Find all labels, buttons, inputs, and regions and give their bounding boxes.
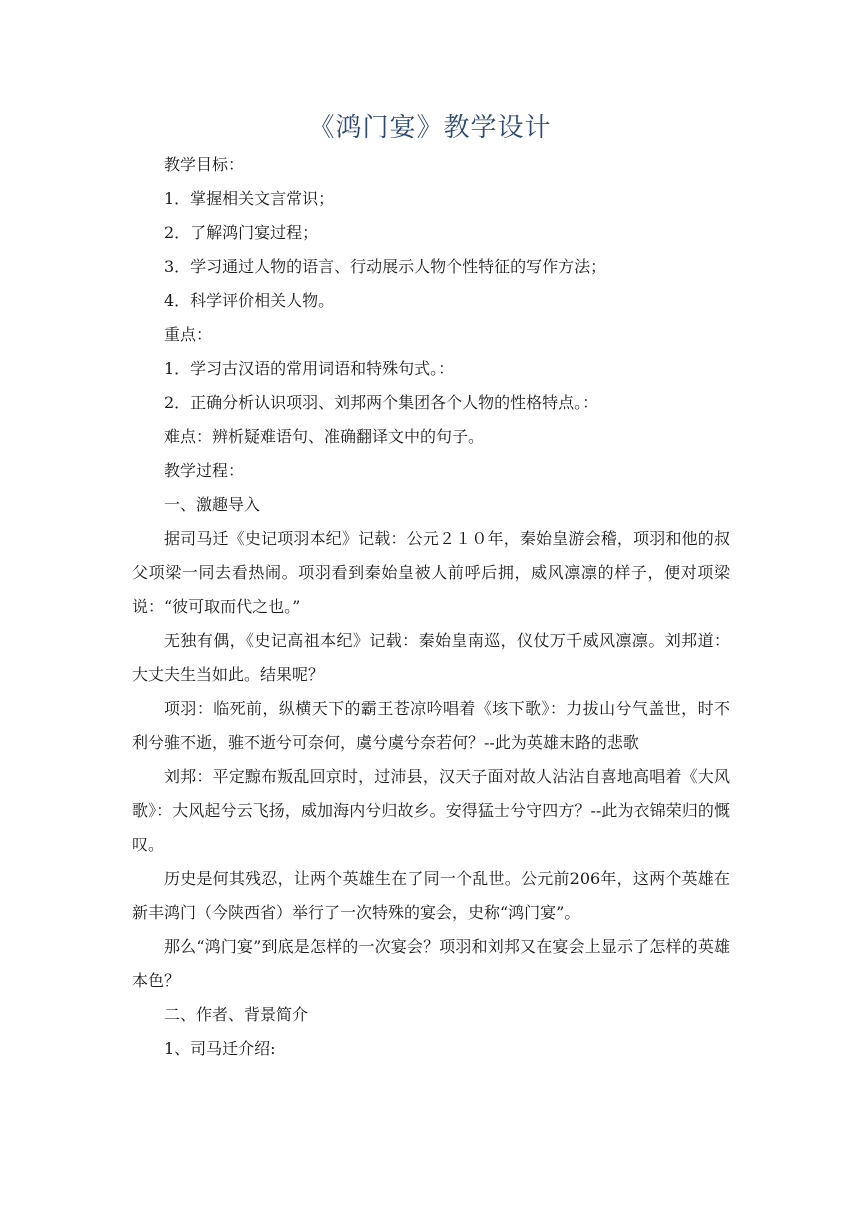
body-paragraph: 据司马迁《史记项羽本纪》记载：公元２１０年，秦始皇游会稽，项羽和他的叔父项梁一同去看热闹。项羽看到秦始皇被人前呼后拥，威风凛凛的样子，便对项梁说：“彼可取而代之也。”	[132, 529, 730, 616]
section1-heading: 一、激趣导入	[164, 495, 261, 514]
body-paragraph: 刘邦：平定黥布叛乱回京时，过沛县，汉天子面对故人沾沾自喜地高唱着《大风歌》：大风起兮云飞扬，威加海内兮归故乡。安得猛士兮守四方？--此为衣锦荣归的慨叹。	[132, 767, 730, 854]
document-body	[132, 148, 730, 1066]
difficulty-line: 难点：辨析疑难语句、准确翻译文中的句子。	[164, 427, 485, 446]
focus-item: 1．学习古汉语的常用词语和特殊句式。：	[164, 359, 455, 378]
goal-item: 4．科学评价相关人物。	[164, 291, 335, 310]
focus-item: 2．正确分析认识项羽、刘邦两个集团各个人物的性格特点。：	[164, 393, 599, 412]
document-title: 《鸿门宴》教学设计	[308, 113, 552, 143]
body-paragraph: 项羽：临死前，纵横天下的霸王苍凉吟唱着《垓下歌》：力拔山兮气盖世，时不利兮骓不逝，骓不逝兮可奈何，虞兮虞兮奈若何？--此为英雄末路的悲歌	[132, 699, 730, 752]
focus-heading: 重点：	[164, 325, 213, 344]
goals-heading: 教学目标：	[164, 155, 245, 174]
goal-item: 3．学习通过人物的语言、行动展示人物个性特征的写作方法；	[164, 257, 607, 276]
body-paragraph: 无独有偶，《史记高祖本纪》记载：秦始皇南巡，仪仗万千威风凛凛。刘邦道：大丈夫生当如此。结果呢？	[132, 631, 730, 684]
goal-item: 2．了解鸿门宴过程；	[164, 223, 319, 242]
section2-item: 1、司马迁介绍:	[164, 1039, 276, 1058]
body-paragraph: 历史是何其残忍，让两个英雄生在了同一个乱世。公元前206年，这两个英雄在新丰鸿门（今陕西省）举行了一次特殊的宴会，史称“鸿门宴”。	[132, 869, 730, 922]
body-paragraph: 那么“鸿门宴”到底是怎样的一次宴会？项羽和刘邦又在宴会上显示了怎样的英雄本色？	[132, 937, 730, 990]
section2-heading: 二、作者、背景简介	[164, 1005, 309, 1024]
goal-item: 1．掌握相关文言常识；	[164, 189, 335, 208]
process-heading: 教学过程：	[164, 461, 245, 480]
